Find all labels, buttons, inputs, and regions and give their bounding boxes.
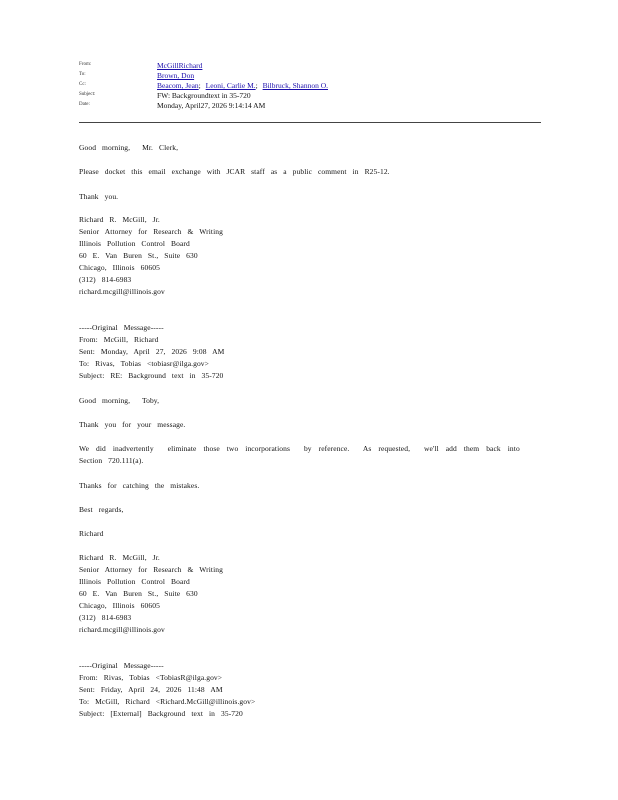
cc-link-bilbruck[interactable]: Bilbruck, Shannon O.: [262, 81, 329, 90]
header-from-row: [79, 61, 541, 71]
cc-separator: ;: [198, 81, 201, 90]
header-divider: [79, 122, 541, 123]
date-label: Date:: [79, 102, 90, 107]
greeting-line: Good morning, Mr. Clerk,: [79, 143, 179, 152]
body-text-line: Thanks for catching the mistakes.: [79, 481, 200, 490]
body-text-line: Please docket this email exchange with JCAR staff as a public comment in R25-12.: [79, 167, 390, 176]
subject-label: Subject:: [79, 92, 96, 97]
signature-line: 60 E. Van Buren St., Suite 630: [79, 589, 198, 598]
quoted-header-line: Subject: RE: Background text in 35-720: [79, 371, 224, 380]
greeting-line: Good morning, Toby,: [79, 396, 160, 405]
original-message-marker: -----Original Message-----: [79, 323, 164, 332]
quoted-header-line: Sent: Monday, April 27, 2026 9:08 AM: [79, 347, 225, 356]
signature-email: richard.mcgill@illinois.gov: [79, 287, 165, 296]
signature-line: Richard R. McGill, Jr.: [79, 553, 160, 562]
from-label: From:: [79, 62, 92, 67]
body-text-line: Thank you.: [79, 192, 119, 201]
cc-separator: ;: [255, 81, 258, 90]
date-value: Monday, April27, 2026 9:14:14 AM: [157, 101, 266, 110]
quoted-header-line: To: McGill, Richard <Richard.McGill@illinois.gov>: [79, 697, 256, 706]
to-link[interactable]: Brown, Don: [157, 71, 195, 80]
cc-link-leoni[interactable]: Leoni, Carlie M.: [205, 81, 256, 90]
quoted-header-line: From: McGill, Richard: [79, 335, 159, 344]
signature-line: (312) 814-6983: [79, 613, 132, 622]
signature-line: Senior Attorney for Research & Writing: [79, 565, 223, 574]
header-date-row: [79, 101, 541, 111]
header-to-row: [79, 71, 541, 81]
signature-line: Chicago, Illinois 60605: [79, 263, 160, 272]
signature-line: Senior Attorney for Research & Writing: [79, 227, 223, 236]
quoted-header-line: Subject: [External] Background text in 35-720: [79, 709, 243, 718]
quoted-header-line: To: Rivas, Tobias <tobiasr@ilga.gov>: [79, 359, 209, 368]
cc-link-beacom[interactable]: Beacom, Jean: [157, 81, 199, 90]
signature-line: (312) 814-6983: [79, 275, 132, 284]
signature-line: Chicago, Illinois 60605: [79, 601, 160, 610]
signature-line: Illinois Pollution Control Board: [79, 577, 190, 586]
original-message-marker: -----Original Message-----: [79, 661, 164, 670]
body-text-line: Section 720.111(a).: [79, 456, 144, 465]
from-link[interactable]: McGillRichard: [157, 61, 203, 70]
signature-line: Illinois Pollution Control Board: [79, 239, 190, 248]
signature-line: Richard R. McGill, Jr.: [79, 215, 160, 224]
header-subject-row: [79, 91, 541, 101]
quoted-header-line: Sent: Friday, April 24, 2026 11:48 AM: [79, 685, 223, 694]
body-text-line: We did inadvertently eliminate those two incorporations by reference. As requested, we'll add them back into: [79, 444, 520, 453]
to-label: To:: [79, 72, 86, 77]
header-cc-row: [79, 81, 541, 91]
closing-line: Best regards,: [79, 505, 124, 514]
quoted-header-line: From: Rivas, Tobias <TobiasR@ilga.gov>: [79, 673, 223, 682]
body-text-line: Thank you for your message.: [79, 420, 186, 429]
closing-name: Richard: [79, 529, 104, 538]
email-header: [79, 61, 541, 111]
cc-label: Cc:: [79, 82, 86, 87]
signature-email: richard.mcgill@illinois.gov: [79, 625, 165, 634]
signature-line: 60 E. Van Buren St., Suite 630: [79, 251, 198, 260]
subject-value: FW: Backgroundtext in 35-720: [157, 91, 251, 100]
cc-values: [157, 81, 328, 90]
